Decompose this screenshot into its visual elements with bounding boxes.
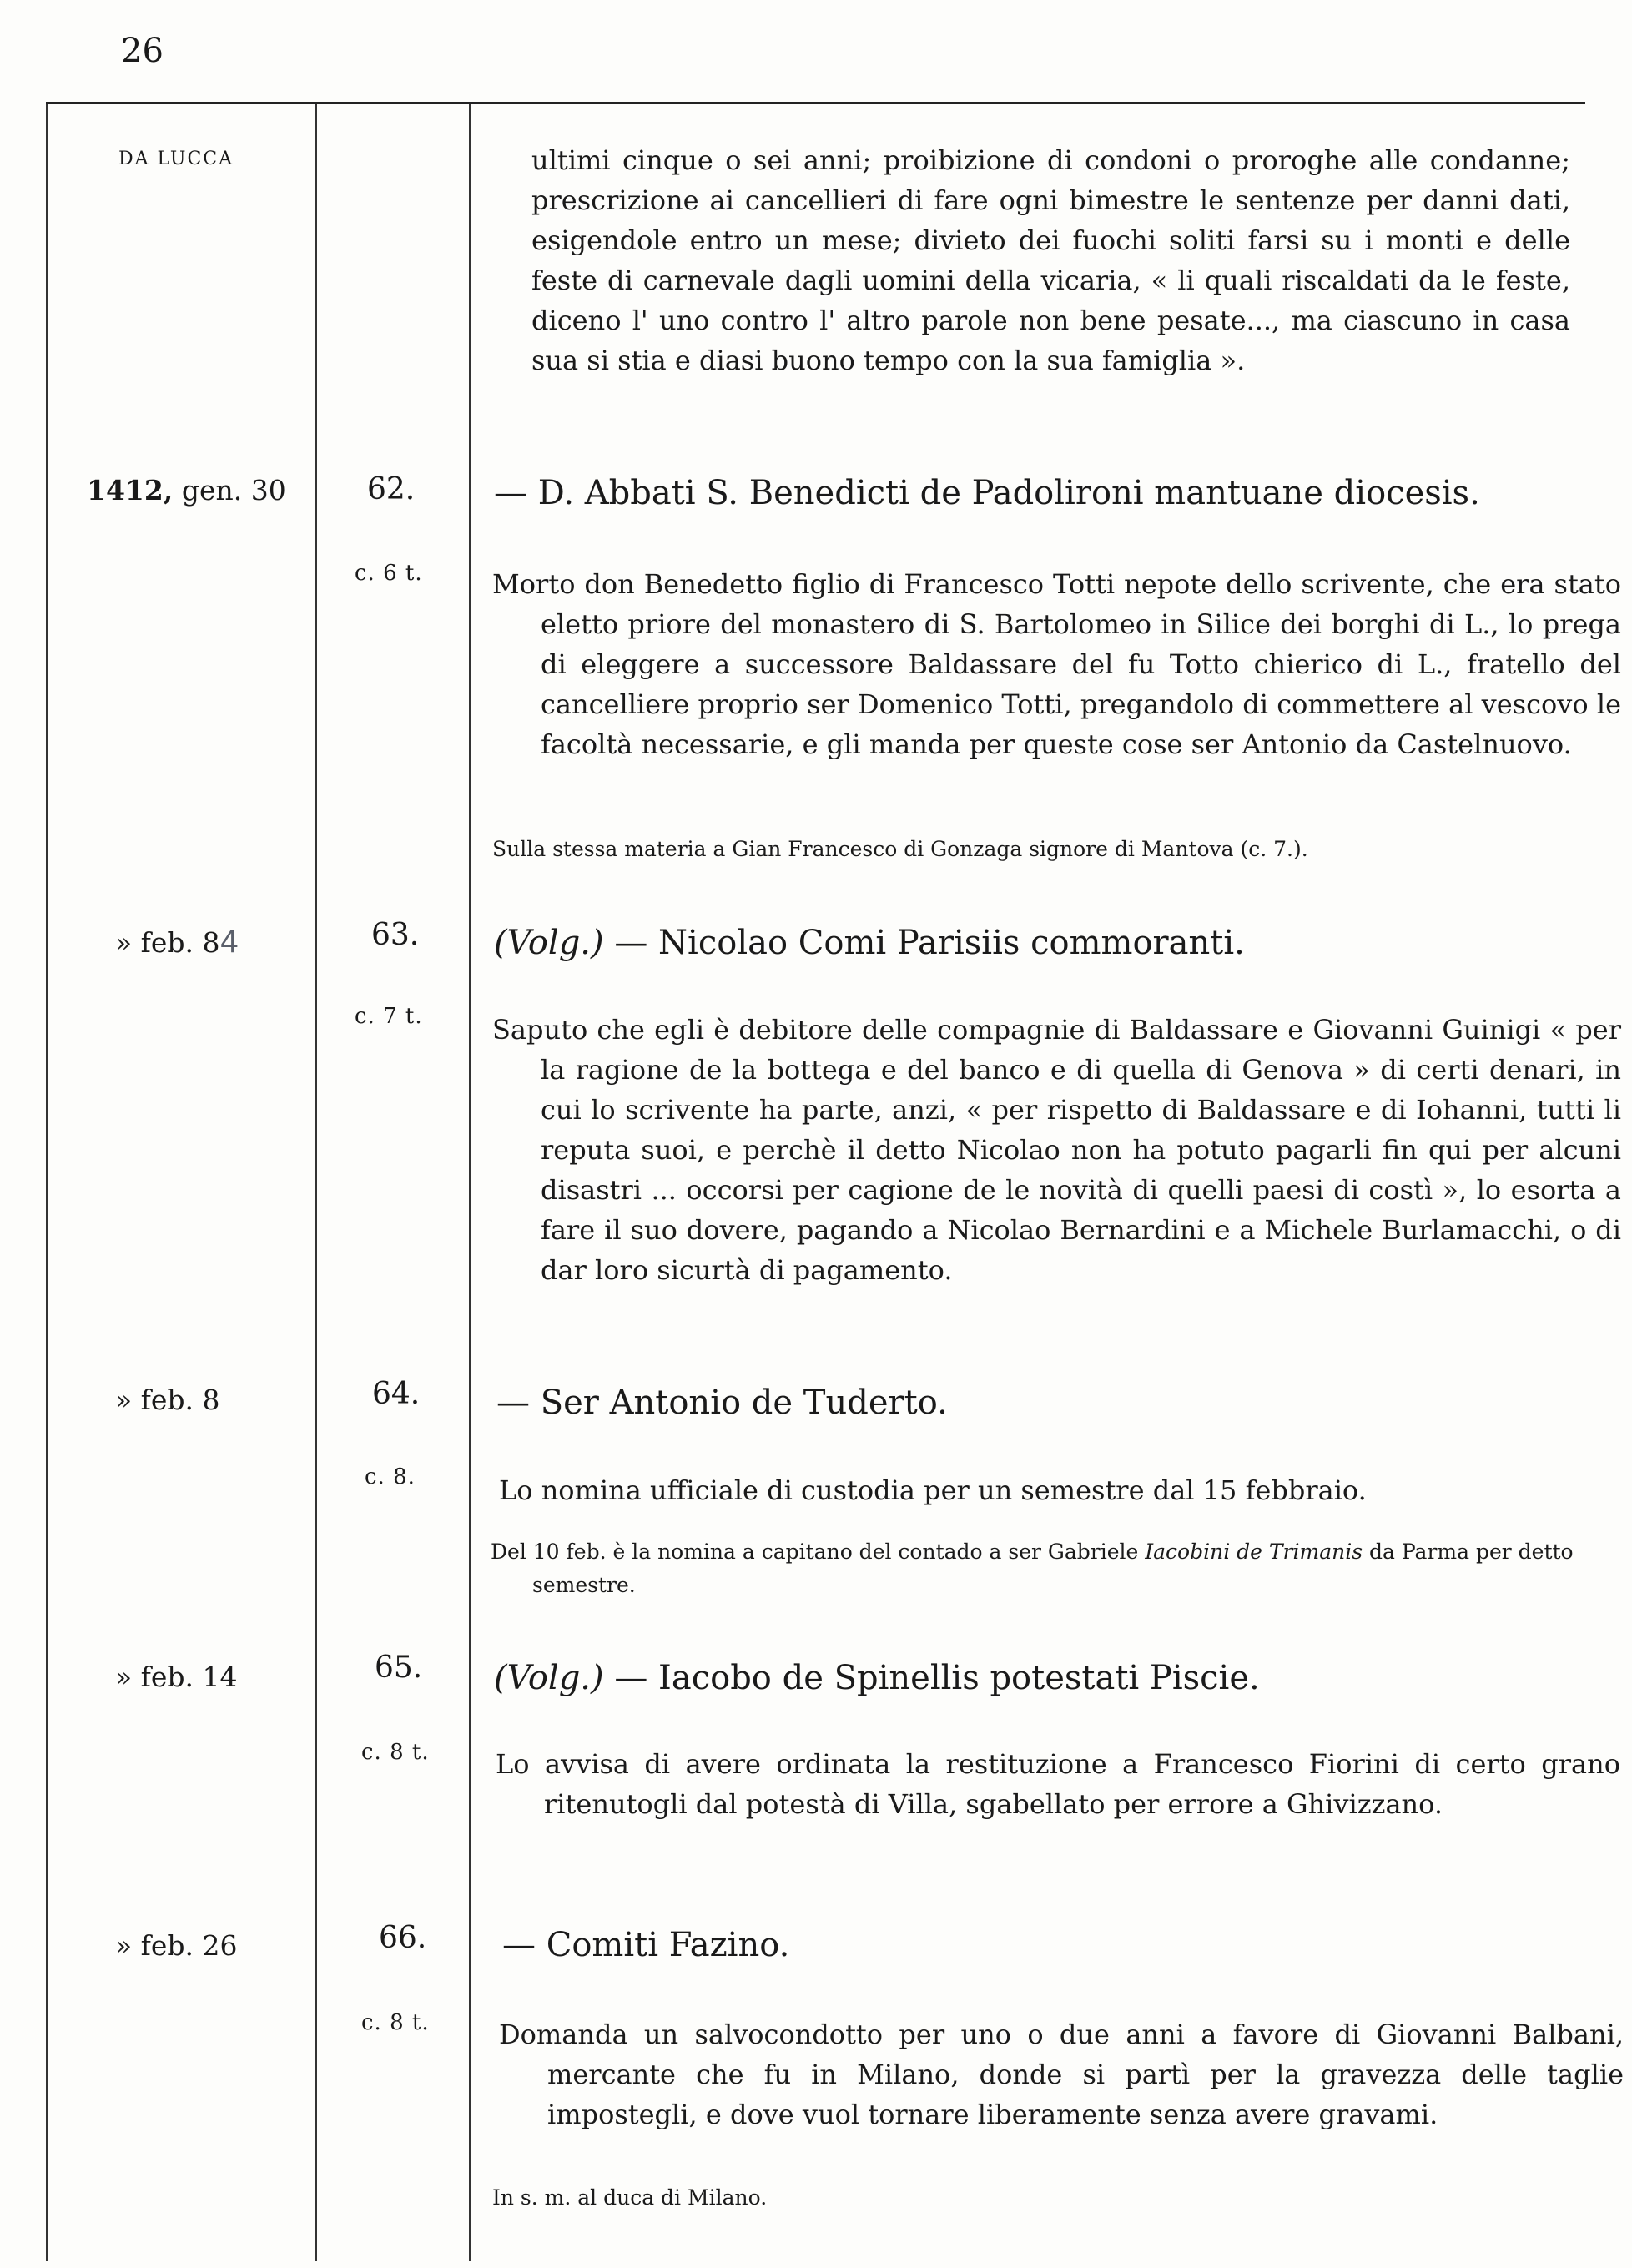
- folio-reference: c. 8 t.: [361, 2010, 430, 2035]
- entry-summary: Lo nomina ufficiale di custodia per un semestre dal 15 febbraio.: [499, 1474, 1367, 1506]
- folio-reference: c. 8 t.: [361, 1740, 430, 1765]
- entry-date-text: » feb. 8: [115, 926, 220, 959]
- entry-addressee: [494, 924, 1245, 962]
- entry-number: 65.: [375, 1651, 423, 1685]
- entry-date: » feb. 26: [115, 1929, 238, 1962]
- entry-addressee: — D. Abbati S. Benedicti de Padolironi mantuane diocesis.: [494, 474, 1480, 512]
- column-rule-2: [469, 104, 471, 2261]
- entry-note-text: Del 10 feb. è la nomina a capitano del contado a ser Gabriele: [491, 1540, 1146, 1564]
- entry-note-tail: da Parma per detto semestre.: [532, 1540, 1574, 1597]
- entry-addressee: — Comiti Fazino.: [502, 1926, 790, 1964]
- entry-note-italic: Iacobini de Trimanis: [1145, 1540, 1363, 1564]
- entry-number: 64.: [372, 1377, 421, 1411]
- entry-date: » feb. 8: [115, 1383, 220, 1416]
- running-head: DA LUCCA: [118, 149, 234, 169]
- left-margin-rule: [46, 104, 48, 2261]
- entry-addressee-name: — Nicolao Comi Parisiis commoranti.: [603, 924, 1245, 962]
- entry-note: In s. m. al duca di Milano.: [492, 2185, 768, 2210]
- folio-reference: c. 8.: [365, 1464, 416, 1489]
- entry-date: » feb. 14: [115, 1661, 238, 1693]
- entry-addressee: — Ser Antonio de Tuderto.: [496, 1383, 948, 1422]
- header-rule: [46, 102, 1585, 104]
- entry-addressee: [494, 1659, 1260, 1697]
- entry-date: [87, 474, 286, 507]
- volgare-marker: (Volg.): [494, 1659, 604, 1697]
- folio-reference: c. 7 t.: [355, 1004, 423, 1029]
- entry-number: 62.: [367, 472, 416, 507]
- entry-summary: Lo avvisa di avere ordinata la restituzione a Francesco Fiorini di certo grano ritenutogli dal potestà di Villa, sgabellato per errore a Ghivizzano.: [496, 1748, 1620, 1820]
- entry-summary: Morto don Benedetto figlio di Francesco Totti nepote dello scrivente, che era stato eletto priore del monastero di S. Bartolomeo in Silice dei borghi di L., lo prega di eleggere a successore Baldassare del fu Totto chierico di L., fratello del cancelliere proprio ser Domenico Totti, pregandolo di commettere al vescovo le facoltà necessarie, e gli manda per queste cose ser Antonio da Castelnuovo.: [492, 568, 1621, 760]
- intro-text: ultimi cinque o sei anni; proibizione di condoni o proroghe alle condanne; prescrizione ai cancellieri di fare ogni bimestre le sentenze per danni dati, esigendole entro un mese; divieto dei fuochi soliti farsi su i monti e delle feste di carnevale dagli uomini della vicaria, « li quali riscaldati da le feste, diceno l' uno contro l' altro parole non bene pesate..., ma ciascuno in casa sua si stia e diasi buono tempo con la sua famiglia ».: [531, 144, 1570, 376]
- entry-date: [115, 925, 239, 960]
- entry-note: Sulla stessa materia a Gian Francesco di Gonzaga signore di Mantova (c. 7.).: [492, 837, 1308, 861]
- handwritten-date-correction: 4: [219, 925, 239, 960]
- entry-note: [491, 1535, 1617, 1602]
- entry-number: 66.: [379, 1921, 427, 1955]
- entry-summary: Saputo che egli è debitore delle compagnie di Baldassare e Giovanni Guinigi « per la ragione de la bottega e del banco e di quella di Genova » di certi denari, in cui lo scrivente ha parte, anzi, « per rispetto di Baldassare e di Iohanni, tutti li reputa suoi, e perchè il detto Nicolao non ha potuto pagarli fin qui per alcuni disastri ... occorsi per cagione de le novità di quelli paesi di costì », lo esorta a fare il suo dovere, pagando a Nicolao Bernardini e a Michele Burlamacchi, o di dar loro sicurtà di pagamento.: [492, 1014, 1621, 1286]
- column-rule-1: [315, 104, 317, 2261]
- entry-date-year: 1412,: [87, 474, 174, 507]
- entry-number: 63.: [371, 918, 420, 952]
- entry-addressee-name: — Iacobo de Spinellis potestati Piscie.: [603, 1659, 1260, 1697]
- folio-reference: c. 6 t.: [355, 561, 423, 586]
- entry-summary: Domanda un salvocondotto per uno o due anni a favore di Giovanni Balbani, mercante che fu in Milano, donde si partì per la gravezza delle taglie impostegli, e dove vuol tornare liberamente senza avere gravami.: [499, 2019, 1624, 2130]
- intro-paragraph: [531, 140, 1570, 381]
- volgare-marker: (Volg.): [494, 924, 604, 962]
- page-number: 26: [121, 32, 164, 70]
- entry-date-day: gen. 30: [173, 474, 286, 507]
